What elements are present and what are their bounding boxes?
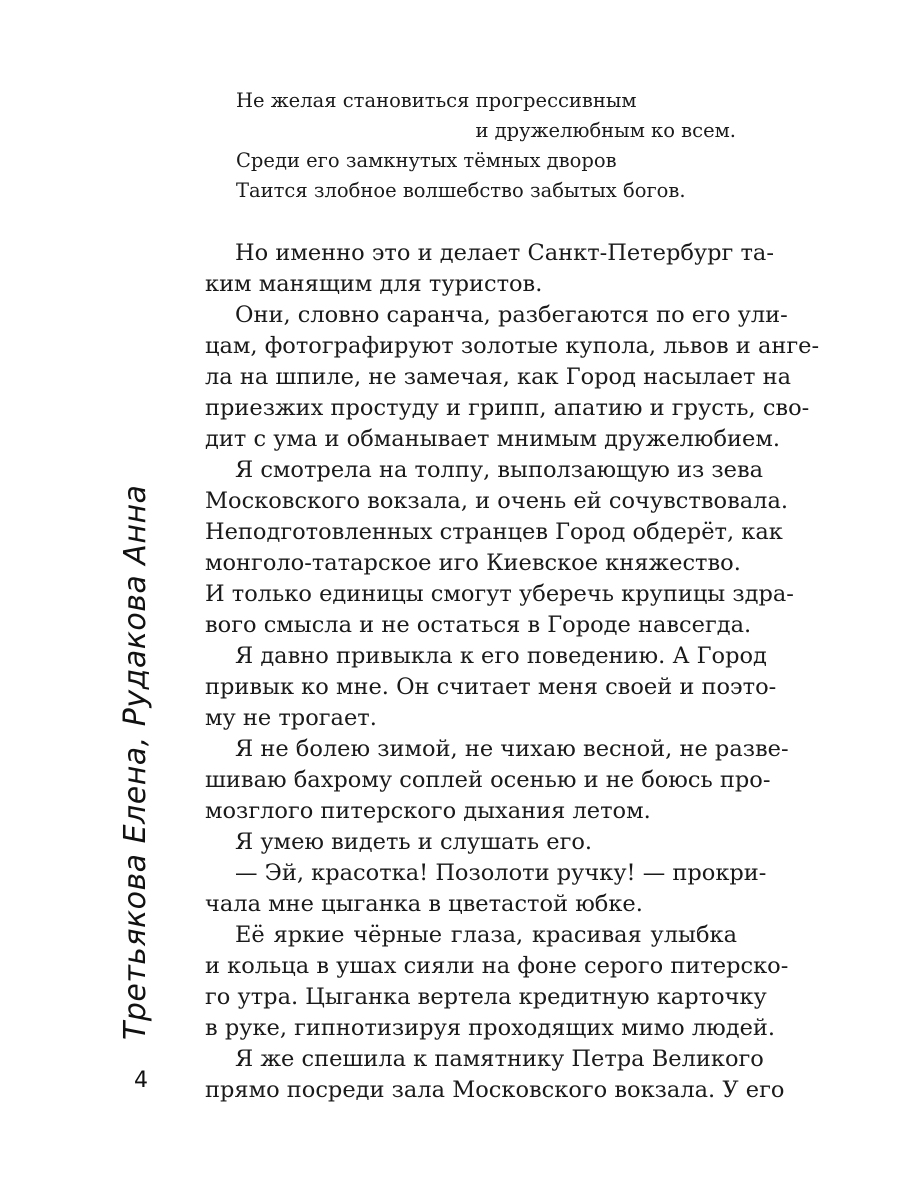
paragraph (205, 734, 789, 827)
text-line: приезжих простуду и грипп, апатию и грусть, сво- (205, 395, 810, 421)
paragraph (205, 1044, 785, 1106)
paragraph (205, 827, 737, 858)
text-line: Я же спешила к памятнику Петра Великого (235, 1046, 764, 1072)
poem-line: Среди его замкнутых тёмных дворов (236, 149, 617, 172)
text-line: ла на шпиле, не замечая, как Город насылает на (205, 364, 792, 390)
text-line: Неподготовленных странцев Город обдерёт, как (205, 519, 783, 545)
paragraph (205, 641, 777, 734)
text-line: Я смотрела на толпу, выползающую из зева (235, 457, 764, 483)
text-line: го утра. Цыганка вертела кредитную карточку (205, 984, 767, 1010)
author-spine-text: Третьякова Елена, Рудакова Анна (118, 484, 153, 1040)
text-line: Я не болею зимой, не чихаю весной, не разве- (235, 736, 789, 762)
paragraph (205, 858, 767, 920)
text-line: монголо-татарское иго Киевское княжество. (205, 550, 741, 576)
text-line: Но именно это и делает Санкт-Петербург та- (235, 240, 774, 266)
text-line: ким манящим для туристов. (205, 271, 543, 297)
text-line: И только единицы смогут уберечь крупицы здра- (205, 581, 794, 607)
page-number: 4 (134, 1068, 148, 1093)
paragraph (205, 300, 820, 455)
paragraph (205, 455, 794, 641)
text-line: и кольца в ушах сияли на фоне серого питерско- (205, 953, 789, 979)
text-line: мозглого питерского дыхания летом. (205, 798, 651, 824)
text-line: шиваю бахрому соплей осенью и не боюсь про- (205, 767, 771, 793)
text-line: Я давно привыкла к его поведению. А Город (235, 643, 767, 669)
poem-line: и дружелюбным ко всем. (475, 119, 736, 142)
body-text (205, 238, 820, 1106)
poem-line: Таится злобное волшебство забытых богов. (236, 179, 686, 202)
text-line: — Эй, красотка! Позолоти ручку! — прокри- (235, 860, 767, 886)
text-line: чала мне цыганка в цветастой юбке. (205, 891, 643, 917)
poem-epigraph (236, 86, 736, 206)
text-line: Московского вокзала, и очень ей сочувствовала. (205, 488, 789, 514)
text-line: Я умею видеть и слушать его. (235, 829, 593, 855)
text-line: цам, фотографируют золотые купола, львов и анге- (205, 333, 820, 359)
text-line: привык ко мне. Он считает меня своей и поэто- (205, 674, 777, 700)
text-line: дит с ума и обманывает мнимым дружелюбием. (205, 426, 781, 452)
poem-line: Не желая становиться прогрессивным (236, 89, 637, 112)
paragraph (205, 920, 789, 1044)
text-line: Её яркие чёрные глаза, красивая улыбка (235, 922, 737, 948)
text-line: прямо посреди зала Московского вокзала. У его (205, 1077, 785, 1103)
text-line: вого смысла и не остаться в Городе навсегда. (205, 612, 752, 638)
text-line: Они, словно саранча, разбегаются по его ули- (235, 302, 788, 328)
paragraph (205, 238, 774, 300)
text-line: в руке, гипнотизируя проходящих мимо людей. (205, 1015, 776, 1041)
text-line: му не трогает. (205, 705, 377, 731)
